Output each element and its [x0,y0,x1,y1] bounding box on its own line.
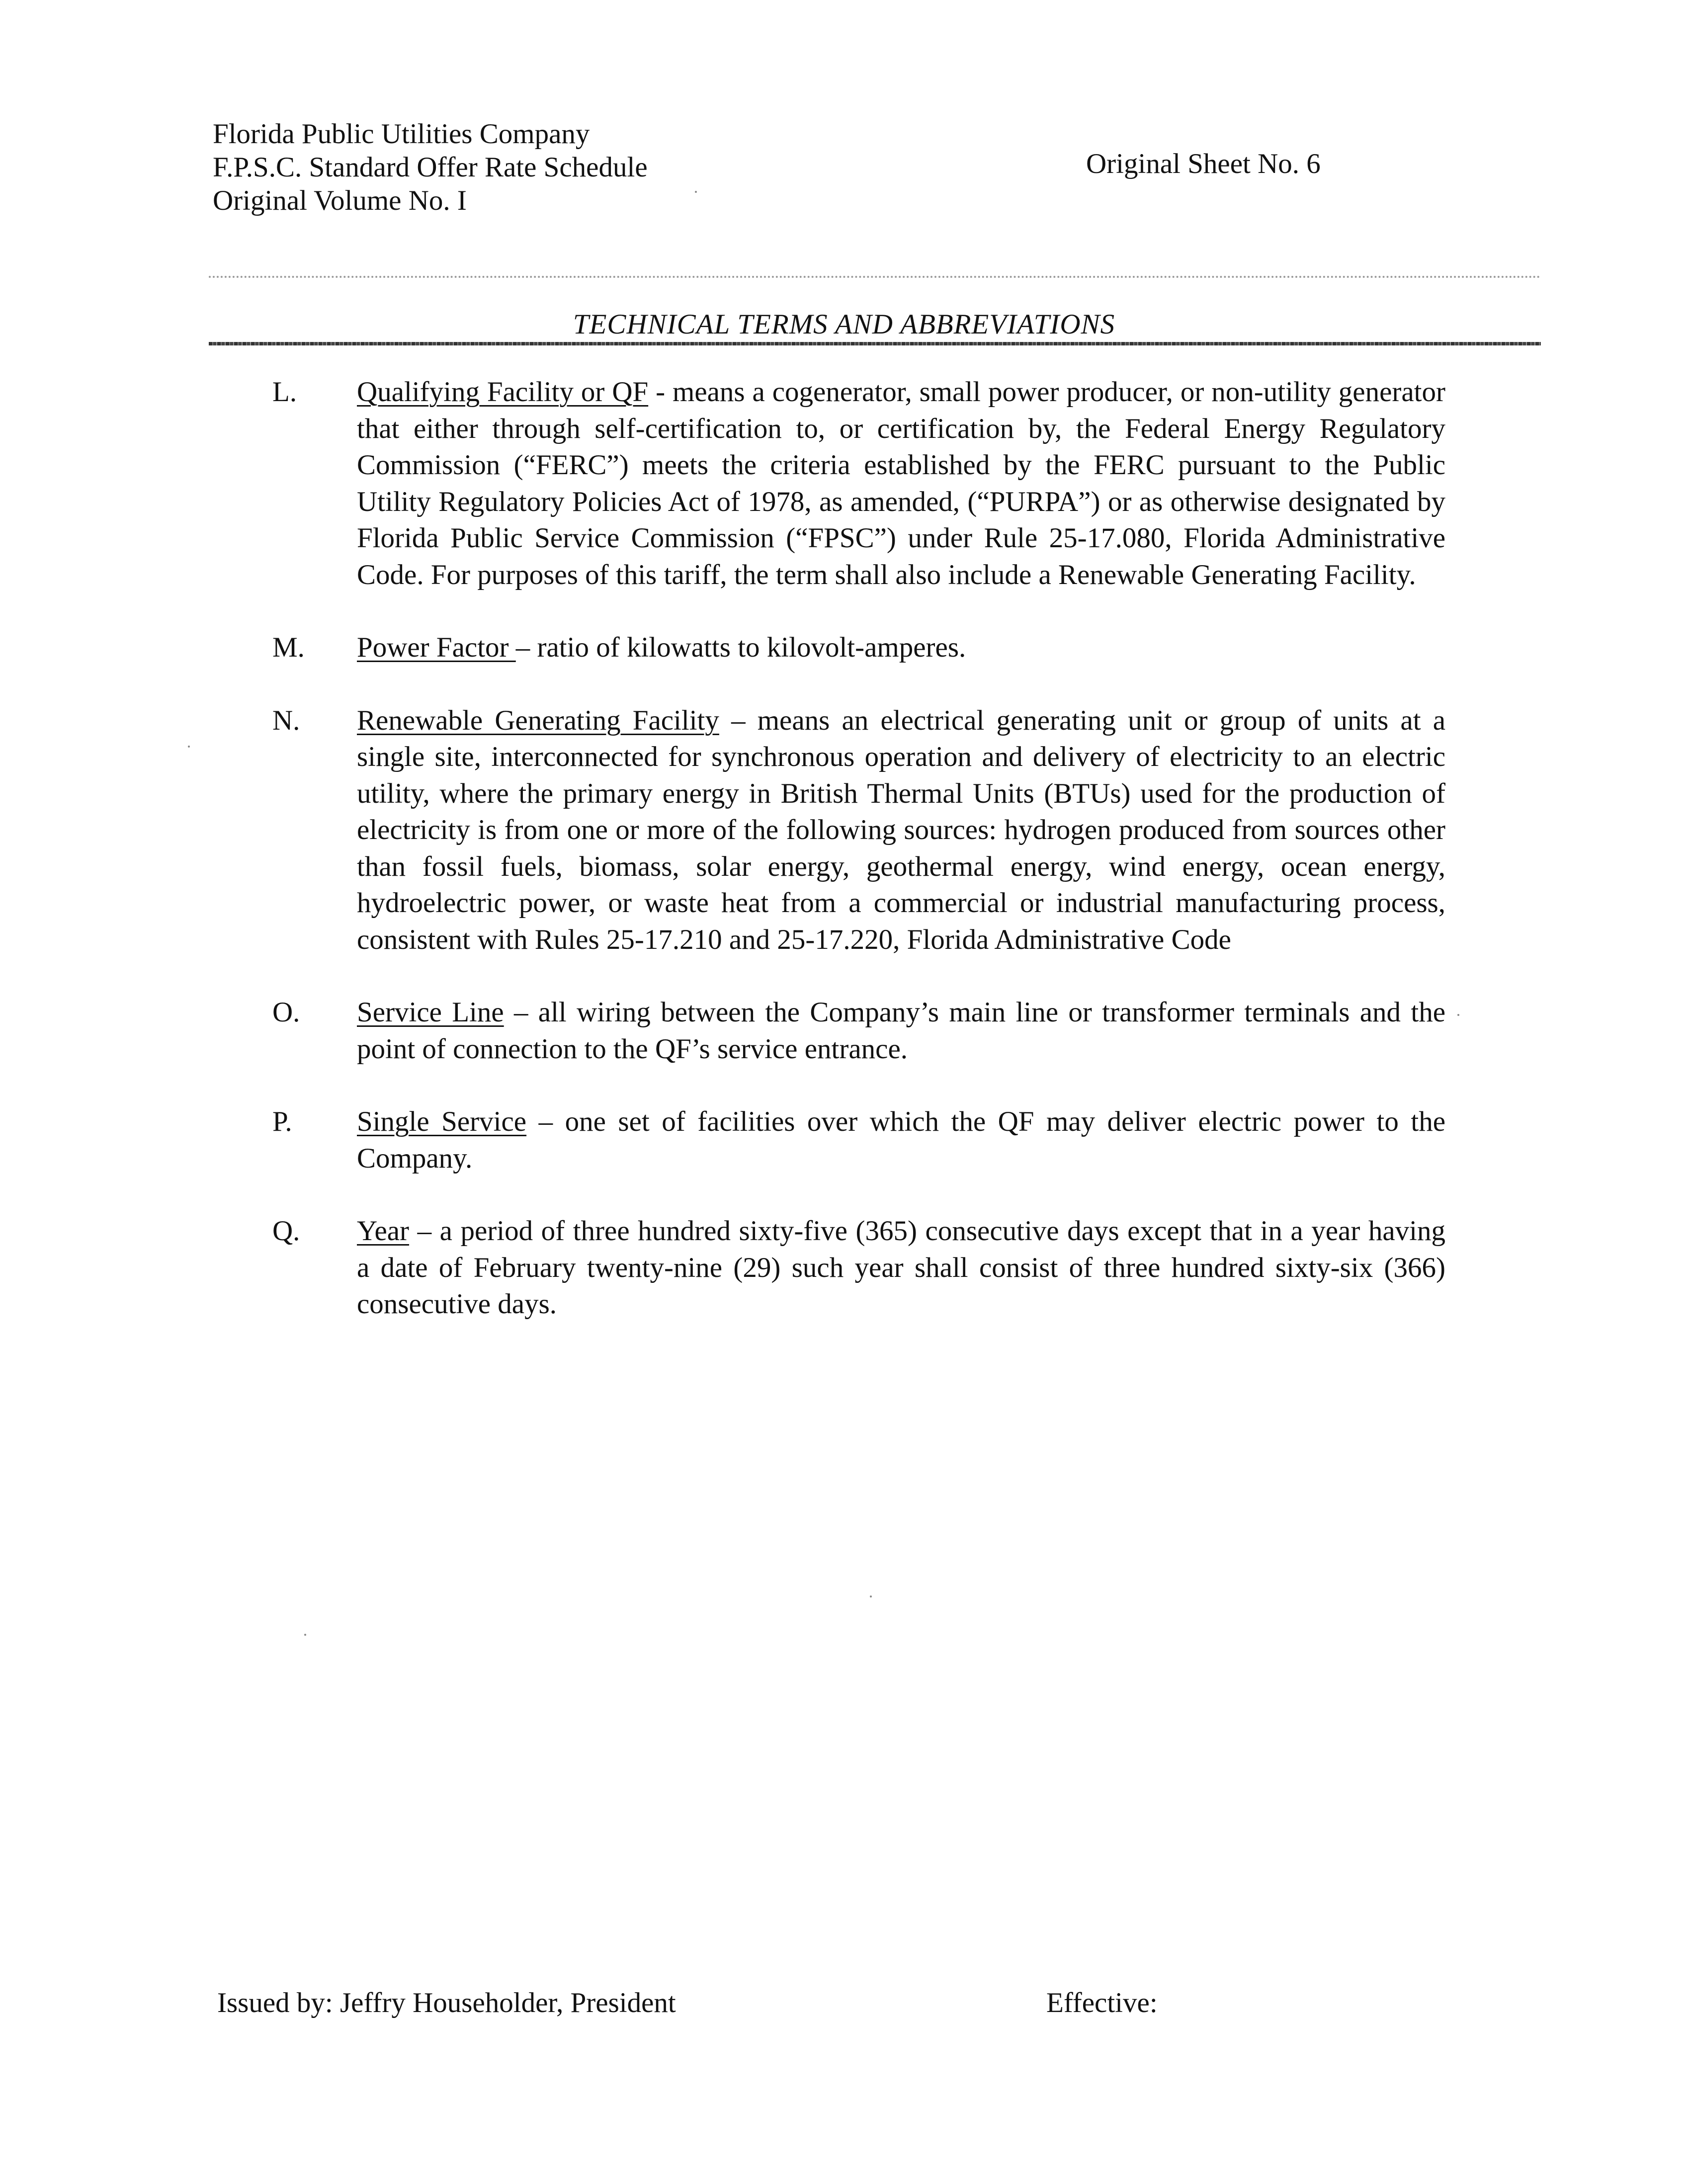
company-name: Florida Public Utilities Company [213,118,590,150]
definition-term: Single Service [357,1106,527,1137]
scan-speck [188,746,190,748]
section-title: TECHNICAL TERMS AND ABBREVIATIONS [573,309,1115,340]
scan-speck [1457,1014,1459,1016]
definition-body [357,1103,1445,1176]
definition-letter: P. [272,1106,292,1137]
definitions-list [272,374,1445,1359]
definition-letter: L. [272,376,297,408]
title-rule [209,342,1541,345]
rate-schedule-name: F.P.S.C. Standard Offer Rate Schedule [213,152,648,183]
definition-term: Renewable Generating Facility [357,704,719,736]
definition-text: – ratio of kilowatts to kilovolt-amperes. [515,632,966,663]
definition-text: – one set of facilities over which the QF may deliver electric power to the Company. [357,1106,1445,1174]
definition-item [272,629,1445,666]
definition-body [357,1213,1445,1323]
definition-text: – all wiring between the Company’s main line or transformer terminals and the point of connection to the QF’s service entrance. [357,997,1445,1065]
sheet-number: Original Sheet No. 6 [1086,148,1321,179]
definition-item [272,994,1445,1067]
volume-label: Original Volume No. I [213,185,467,216]
definition-text: – means an electrical generating unit or group of units at a single site, interconnected for synchronous operation and delivery of electricity to an electric utility, where the primary energy in British Thermal Units (BTUs) used for the production of electricity is from one or more of the following sources: hydrogen produced from sources other than fossil fuels, biomass, solar energy, geothermal energy, wind energy, ocean energy, hydroelectric power, or waste heat from a commercial or industrial manufacturing process, consistent with Rules 25-17.210 and 25-17.220, Florida Administrative Code [357,704,1446,955]
definition-item [272,374,1445,593]
definition-body [357,374,1445,593]
definition-text: – a period of three hundred sixty-five (365) consecutive days except that in a year having a date of February twenty-nine (29) such year shall consist of three hundred sixty-six (366) consecutive days. [357,1215,1445,1320]
definition-term: Qualifying Facility or QF [357,376,649,408]
header-left-block [213,117,648,217]
header-divider [209,276,1541,278]
scan-speck [870,1596,872,1597]
definition-term: Service Line [357,997,504,1028]
definition-body [357,702,1445,958]
definition-letter: Q. [272,1215,300,1247]
definition-text: - means a cogenerator, small power producer, or non-utility generator that either through self-certification to, or certification by, the Federal Energy Regulatory Commission (“FERC”) meets the criteria established by the FERC pursuant to the Public Utility Regulatory Policies Act of 1978, as amended, (“PURPA”) or as otherwise designated by Florida Public Service Commission (“FPSC”) under Rule 25-17.080, Florida Administrative Code. For purposes of this tariff, the term shall also include a Renewable Generating Facility. [357,376,1445,590]
definition-item [272,1103,1445,1176]
scan-speck [695,191,697,193]
definition-body [357,994,1445,1067]
effective-label: Effective: [1046,1987,1158,2018]
definition-term: Power Factor [357,632,516,663]
issued-by: Issued by: Jeffry Householder, President [217,1987,676,2018]
definition-letter: O. [272,997,300,1028]
definition-letter: N. [272,704,300,736]
definition-item [272,702,1445,958]
scan-speck [304,1634,306,1636]
definition-term: Year [357,1215,410,1247]
definition-letter: M. [272,632,305,663]
definition-body [357,629,1445,666]
definition-item [272,1213,1445,1323]
